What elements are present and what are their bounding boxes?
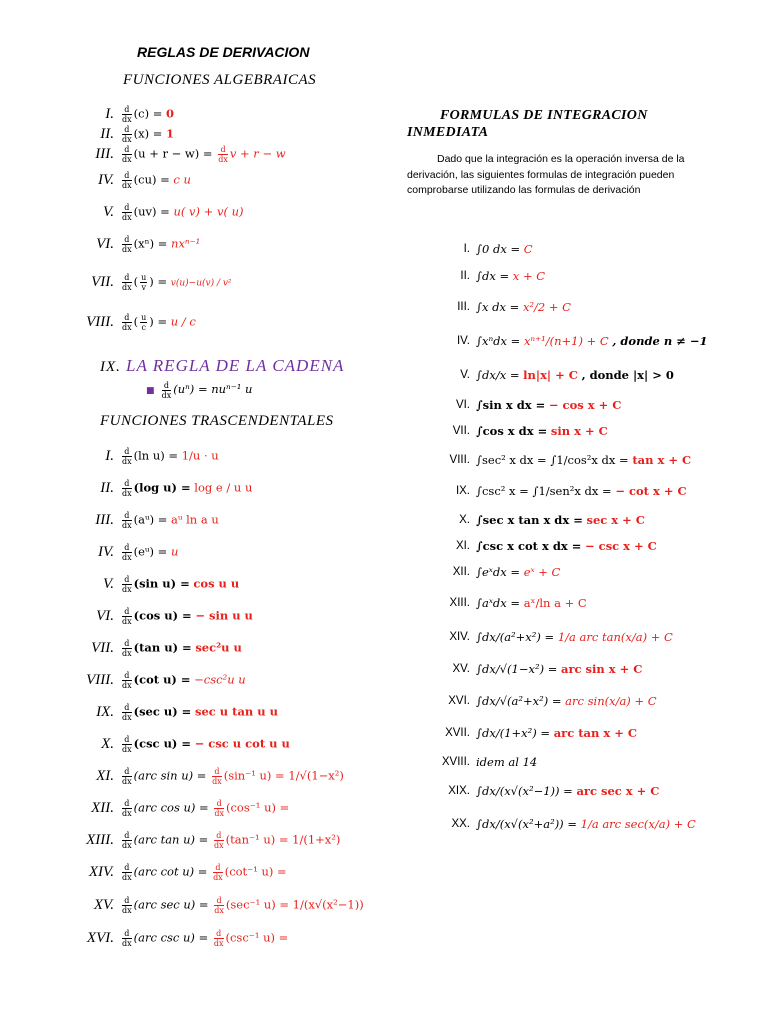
transcendental-rule: IX. $\frac{d}{dx}$ (sec u) = sec u tan u u (96, 702, 278, 722)
transcendental-rule: V. $\frac{d}{dx}$ (sin u) = cos u u (103, 574, 240, 594)
integral-formula: XIII. ∫aˣdx = aˣ/ln a + C (449, 596, 587, 610)
integral-formula: V. ∫dx/x = ln|x| + C , donde |x| > 0 (460, 368, 674, 382)
integral-formula: XVI. ∫dx/√(a²+x²) = arc sin(x/a) + C (448, 694, 657, 708)
derivation-rules-title: REGLAS DE DERIVACION (137, 44, 310, 60)
algebraic-rule: VI. $\frac{d}{dx}$ (xⁿ) = nxⁿ⁻¹ (96, 234, 201, 254)
chain-rule-heading: IX. LA REGLA DE LA CADENA (100, 356, 345, 375)
transcendental-rule: IV. $\frac{d}{dx}$ (eᵘ) = u (98, 542, 179, 562)
integral-formulas-list (410, 236, 707, 841)
algebraic-rule: VIII. $\frac{d}{dx}$ ( $\frac{u}{c}$ ) = u / c (86, 312, 196, 332)
algebraic-rule: I. $\frac{d}{dx}$ (c) = 0 (105, 104, 175, 124)
transcendental-rule: XV. $\frac{d}{dx}$ (arc sec u) = $\frac{d}{dx}$ (sec⁻¹ u) = 1/(x√(x²−1)) (93, 895, 364, 915)
integral-formula: II. ∫dx = x + C (460, 268, 546, 283)
integral-formula: XIX. ∫dx/(x√(x²−1)) = arc sec x + C (448, 784, 660, 798)
algebraic-rule: VII. $\frac{d}{dx}$ ( $\frac{u}{v}$ ) = v(u)−u(v) / v² (91, 272, 232, 292)
transcendental-rule: XII. $\frac{d}{dx}$ (arc cos u) = $\frac{d}{dx}$ (cos⁻¹ u) = (91, 798, 290, 818)
algebraic-rule: II. $\frac{d}{dx}$ (x) = 1 (100, 124, 175, 144)
transcendental-rule: I. $\frac{d}{dx}$ (ln u) = 1/u · u (105, 446, 219, 466)
integral-formula: XI. ∫csc x cot x dx = − csc x + C (455, 538, 657, 553)
transcendental-rule: VI. $\frac{d}{dx}$ (cos u) = − sin u u (96, 606, 253, 626)
integral-formula: IX. ∫csc² x = ∫1/sen²x dx = − cot x + C (455, 483, 687, 498)
integral-formula: I. ∫0 dx = C (463, 241, 533, 256)
transcendental-rule: III. $\frac{d}{dx}$ (aᵘ) = aᵘ ln a u (95, 510, 219, 530)
integration-formulas-title-line2: INMEDIATA (407, 125, 489, 140)
transcendental-rule: XIII. $\frac{d}{dx}$ (arc tan u) = $\frac{d}{dx}$ (tan⁻¹ u) = 1/(1+x²) (86, 830, 341, 850)
integral-formula: XIV. ∫dx/(a²+x²) = 1/a arc tan(x/a) + C (449, 630, 673, 644)
transcendental-rule: X. $\frac{d}{dx}$ (csc u) = − csc u cot u u (101, 734, 290, 754)
transcendental-functions-heading: FUNCIONES TRASCENDENTALES (100, 413, 334, 429)
integral-formula: XV. ∫dx/√(1−x²) = arc sin x + C (452, 662, 643, 676)
transcendental-rule: VIII. $\frac{d}{dx}$ (cot u) = −csc²u u (86, 670, 246, 690)
integral-formula: VI. ∫sin x dx = − cos x + C (455, 397, 622, 412)
algebraic-rule: V. $\frac{d}{dx}$ (uv) = u( v) + v( u) (103, 202, 244, 222)
integral-formula: III. ∫x dx = x²/2 + C (457, 300, 571, 314)
transcendental-rule: XI. $\frac{d}{dx}$ (arc sin u) = $\frac{d}{dx}$ (sin⁻¹ u) = 1/√(1−x²) (96, 766, 344, 786)
integral-formula: XVII. ∫dx/(1+x²) = arc tan x + C (445, 726, 637, 740)
integral-formula: VII. ∫cos x dx = sin x + C (452, 423, 608, 438)
transcendental-rule: II. $\frac{d}{dx}$ (log u) = log e / u u (100, 478, 253, 498)
integral-formula: X. ∫sec x tan x dx = sec x + C (459, 512, 645, 527)
integral-formula: XII. ∫eˣdx = eˣ + C (452, 565, 561, 579)
integral-formula: VIII. ∫sec² x dx = ∫1/cos²x dx = tan x + C (449, 452, 692, 467)
algebraic-rule: IV. $\frac{d}{dx}$ (cu) = c u (98, 170, 191, 190)
algebraic-rules-list (70, 104, 286, 340)
transcendental-rule: VII. $\frac{d}{dx}$ (tan u) = sec²u u (91, 638, 242, 658)
transcendental-rules-list (70, 440, 364, 954)
integral-formula: XX. ∫dx/(x√(x²+a²)) = 1/a arc sec(x/a) + C (451, 817, 696, 831)
transcendental-rule: XIV. $\frac{d}{dx}$ (arc cot u) = $\frac{d}{dx}$ (cot⁻¹ u) = (88, 862, 287, 882)
bullet-icon: ■ (146, 386, 155, 396)
algebraic-rule: III. $\frac{d}{dx}$ (u + r − w) = $\frac{d}{dx}$ v + r − w (95, 144, 286, 164)
algebraic-functions-heading: FUNCIONES ALGEBRAICAS (123, 72, 317, 88)
intro-paragraph: Dado que la integración es la operación inversa de la derivación, las siguientes formulas de integración pueden comprobarse utilizando las formulas de derivación (407, 153, 685, 196)
transcendental-rule: XVI. $\frac{d}{dx}$ (arc csc u) = $\frac{d}{dx}$ (csc⁻¹ u) = (86, 928, 289, 948)
integral-formula: XVIII. idem al 14 (441, 754, 538, 769)
integration-formulas-title: FORMULAS DE INTEGRACION (440, 108, 648, 123)
integral-formula: IV. ∫xⁿdx = xⁿ⁺¹/(n+1) + C , donde n ≠ −1 (456, 334, 708, 348)
chain-rule-formula: ■ $\frac{d}{dx}$ (uⁿ) = nuⁿ⁻¹ u (146, 380, 253, 400)
